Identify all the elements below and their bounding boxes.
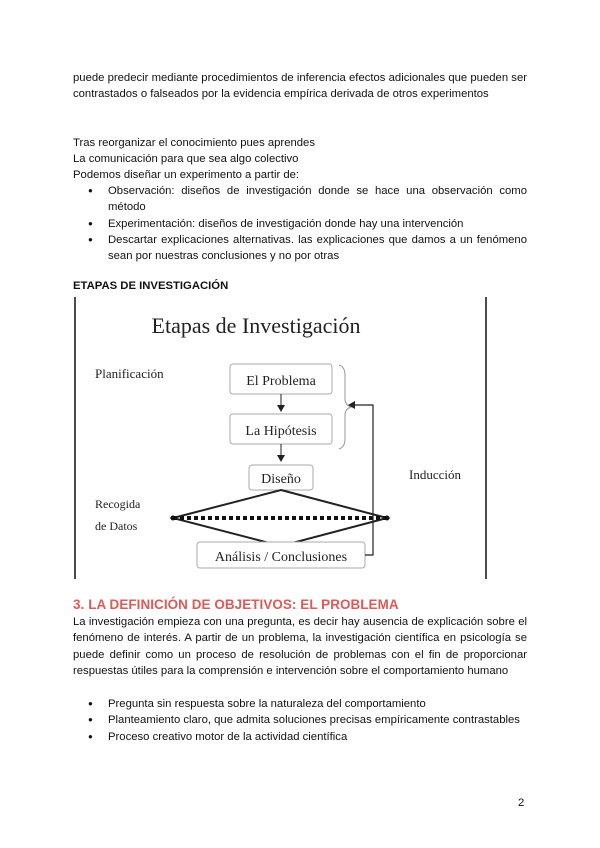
- label-planificacion: Planificación: [95, 366, 164, 381]
- bullet-observacion: ● Observación: diseños de investigación donde se hace una observación como método: [73, 183, 527, 216]
- section-title: 3. LA DEFINICIÓN DE OBJETIVOS: EL PROBLEMA: [73, 597, 399, 612]
- label-de-datos: de Datos: [95, 519, 138, 533]
- intro-line-disenar: Podemos diseñar un experimento a partir de:: [73, 169, 300, 181]
- planning-brace: [339, 365, 351, 449]
- box-problema-label: El Problema: [246, 374, 316, 389]
- bullet-experimentacion: ● Experimentación: diseños de investigación donde hay una intervención: [73, 216, 527, 232]
- intro-line-reorganizar: Tras reorganizar el conocimiento pues aprendes: [73, 137, 315, 149]
- diagram-title: Etapas de Investigación: [151, 313, 361, 338]
- page-number: 2: [518, 797, 525, 809]
- diamond-right-dot: [385, 516, 390, 521]
- section-paragraph: La investigación empieza con una pregunta, es decir hay ausencia de explicación sobre el fenómeno de interés. A partir de un problema, la investigación científica en psicología se puede definir como un proceso de resolución de problemas con el fin de proporcionar respuestas útiles para la comprensión e intervención sobre el comportamiento humano: [73, 616, 527, 677]
- bullet-descartar: ● Descartar explicaciones alternativas. las explicaciones que damos a un fenómeno sean por nuestras conclusiones y no por otras: [73, 232, 527, 265]
- bullet-proceso: ● Proceso creativo motor de la actividad científica: [73, 729, 527, 745]
- box-analisis-label: Análisis / Conclusiones: [214, 550, 348, 565]
- intro-bullet-list: [73, 183, 527, 264]
- box-diseno-label: Diseño: [261, 472, 301, 487]
- label-induccion: Inducción: [409, 467, 461, 482]
- diamond-left-dot: [171, 516, 176, 521]
- box-hipotesis-label: La Hipótesis: [245, 424, 317, 439]
- intro-line-comunicacion: La comunicación para que sea algo colectivo: [73, 153, 299, 165]
- bullet-pregunta: ● Pregunta sin respuesta sobre la naturaleza del comportamiento: [73, 696, 527, 712]
- feedback-arrow: [349, 405, 373, 555]
- stages-diagram: [73, 297, 487, 579]
- intro-paragraph: puede predecir mediante procedimientos de inferencia efectos adicionales que pueden ser contrastados o falseados por la evidencia empírica derivada de otros experimentos: [73, 72, 527, 101]
- stages-heading: ETAPAS DE INVESTIGACIÓN: [73, 280, 229, 292]
- section-bullet-list: [73, 696, 527, 745]
- bullet-planteamiento: ● Planteamiento claro, que admita soluciones precisas empíricamente contrastables: [73, 712, 527, 728]
- label-recogida: Recogida: [95, 497, 141, 511]
